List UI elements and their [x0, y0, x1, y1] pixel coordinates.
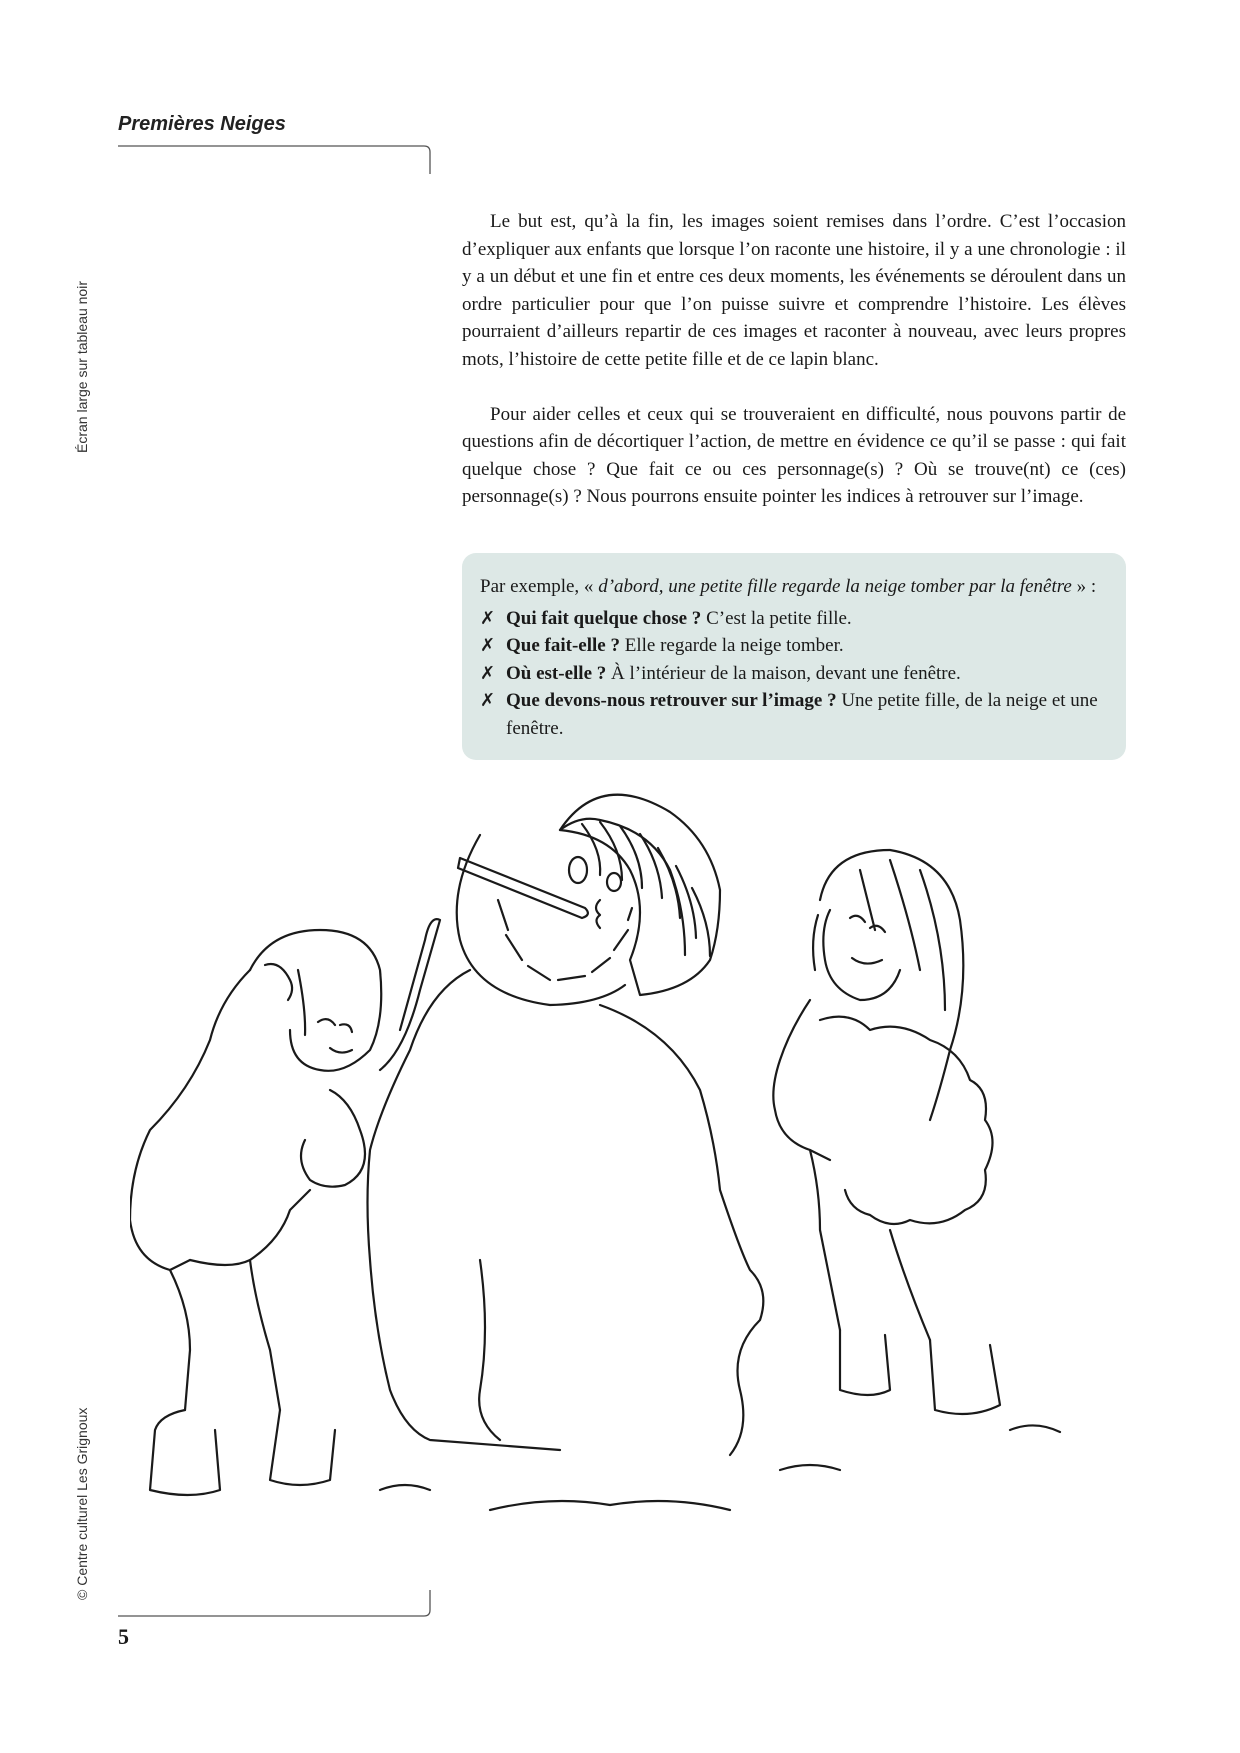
cross-mark-icon: ✗: [480, 635, 496, 656]
side-label-bottom: © Centre culturel Les Grignoux: [74, 1407, 90, 1600]
snowman-head: [457, 795, 720, 1005]
answer-text: C’est la petite fille.: [701, 607, 852, 629]
example-intro: [480, 573, 1108, 601]
snow-ground: [380, 1425, 1060, 1510]
intro-suffix: » :: [1071, 576, 1097, 597]
question-item: [480, 632, 1108, 660]
question-item: [480, 605, 1108, 633]
answer-text: À l’intérieur de la maison, devant une fenêtre.: [606, 662, 961, 684]
intro-quote: d’abord, une petite fille regarde la neige tomber par la fenêtre: [598, 576, 1072, 597]
cross-mark-icon: ✗: [480, 607, 496, 629]
paragraph-1: Le but est, qu’à la fin, les images soient remises dans l’ordre. C’est l’occasion d’expliquer aux enfants que lorsque l’on raconte une histoire, il y a une chronologie : il y a un début et une fin et entre ces deux moments, les événements se déroulent dans un ordre particulier pour que l’on puisse suivre et comprendre l’histoire. Les élèves pourraient d’ailleurs repartir de ces images et raconter à nouveau, avec leurs propres mots, l’histoire de cette petite fille et de ce lapin blanc.: [462, 211, 1126, 370]
question-text: Qui fait quelque chose ?: [506, 607, 702, 629]
cross-mark-icon: ✗: [480, 690, 496, 711]
question-text: Où est-elle ?: [506, 662, 607, 684]
snowman-body: [368, 970, 764, 1455]
girl-figure: [773, 850, 1000, 1414]
footer-rule: [118, 1588, 436, 1622]
answer-text: Elle regarde la neige tomber.: [619, 635, 844, 656]
intro-prefix: Par exemple, «: [480, 576, 599, 597]
question-text: Que fait-elle ?: [506, 635, 620, 656]
boy-figure: [130, 919, 440, 1495]
snowman-illustration: [130, 790, 1140, 1590]
paragraph-2: Pour aider celles et ceux qui se trouveraient en difficulté, nous pouvons partir de questions afin de décortiquer l’action, de mettre en évidence ce qu’il se passe : qui fait quelque chose ? Que fait ce ou ces personnage(s) ? Où se trouve(nt) ce (ces) personnage(s) ? Nous pourrons ensuite pointer les indices à retrouver sur l’image.: [462, 403, 1126, 507]
page-number: 5: [118, 1624, 129, 1649]
question-item: [480, 687, 1108, 742]
example-box: [462, 553, 1126, 760]
cross-mark-icon: ✗: [480, 662, 496, 684]
header-rule: [118, 132, 436, 176]
page-header-title: Premières Neiges: [118, 113, 286, 135]
question-item: [480, 660, 1108, 688]
answer-text: Une petite fille, de la neige et une fenêtre.: [506, 690, 1098, 739]
question-list: [480, 605, 1108, 743]
body-text: [462, 208, 1126, 538]
side-label-top: Écran large sur tableau noir: [74, 281, 90, 453]
question-text: Que devons-nous retrouver sur l’image ?: [506, 690, 837, 711]
